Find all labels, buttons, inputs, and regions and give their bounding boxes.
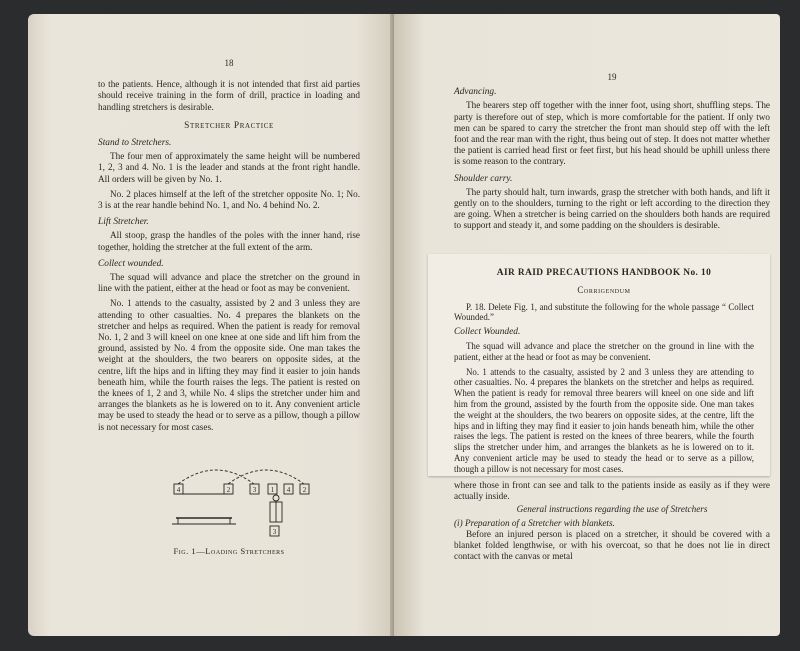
heading-advancing: Advancing.: [454, 87, 497, 98]
figure-caption: Fig. 1—Loading Stretchers: [173, 546, 285, 556]
bearer-label: 4: [176, 486, 181, 494]
corrigendum-paragraph-no1: No. 1 attends to the casualty, assisted by 2 and 3 unless they are attending to other casualties. No. 4 prepares the blankets on the stretcher and helps as required. When the patient is ready for removal three bearers will kneel on one side and lift him from the ground, assisted by the fourth from the opposite side. One man takes the weight at the shoulders, the two bearers on opposite sides, at the centre, lift the hips and in lifting they may find it easier to join hands beneath him, while the other raises the legs. The patient is rested on the knees of three bearers, while the fourth slips the stretcher under him, and arranges the blankets as he is lowered on to it. Any convenient article may be used to steady the head or to serve as a pillow, though a pillow is not necessary for most cases.: [454, 366, 754, 474]
right-page-lower-text: [454, 480, 770, 562]
heading-collect: Collect wounded.: [98, 258, 164, 269]
page-number-right: 19: [607, 72, 617, 82]
page-number-left: 18: [224, 58, 234, 68]
paragraph-stand: The four men of approximately the same height will be numbered 1, 2, 3 and 4. No. 1 is the leader and stands at the front right handle. All orders will be given by No. 1.: [98, 151, 360, 184]
paragraph-no1: No. 1 attends to the casualty, assisted by 2 and 3 unless they are attending to other casualties. No. 4 prepares the blankets on the stretcher and helps as required. When the patient is ready for removal No. 1, 2 and 3 will kneel on one knee at one side and lift him from the ground, assisted by No. 4 from the opposite side. One man takes the weight at the shoulders, the two bearers on opposite sides, at the centre, lift the hips and in lifting they may find it easier to join hands beneath him, while the fourth raises the legs. The patient is rested on the knees of 1, 2 and 3, while No. 4 slips the stretcher under him and arranges the blankets as he is lowered on to it. Any convenient article may be used to steady the head or to serve as a pillow, though a pillow is not necessary for most cases.: [98, 298, 360, 432]
heading-lift: Lift Stretcher.: [98, 217, 149, 228]
paragraph-advancing: The bearers step off together with the inner foot, using short, shuffling steps. The party is therefore out of step, which is more comfortable for the patient. If only two men can be spared to carry the stretcher the front man should step off with the left foot and the rear man with the right, thus being out of step. It does not matter whether the patient is carried head first or feet first, but his head should be uphill unless there is some reason to the contrary.: [454, 100, 770, 167]
intro-paragraph: to the patients. Hence, although it is not intended that first aid parties should receive training in the form of drill, practice in loading and handling stretchers is desirable.: [98, 79, 360, 112]
bearer-label: 1: [270, 486, 275, 494]
paragraph-preparation: Before an injured person is placed on a stretcher, it should be covered with a blanket folded lengthwise, or with his overcoat, so that he does not lie in direct contact with the canvas or metal: [454, 528, 770, 562]
paragraph-no2: No. 2 places himself at the left of the stretcher opposite No. 1; No. 3 is at the rear handle behind No. 1, and No. 4 behind No. 2.: [98, 188, 360, 211]
corrigendum-slip: [428, 254, 770, 476]
paragraph-lift: All stoop, grasp the handles of the poles with the inner hand, rise together, holding the stretcher at the full extent of the arm.: [98, 230, 360, 252]
corrigendum-title: AIR RAID PRECAUTIONS HANDBOOK No. 10: [496, 268, 712, 278]
corrigendum-paragraph-collect: The squad will advance and place the stretcher on the ground in line with the patient, either at the head or foot as may be convenient.: [454, 340, 754, 362]
bearer-label: 2: [226, 486, 231, 494]
paragraph-continued: where those in front can see and talk to the patients inside as easily as if they were actually inside.: [454, 480, 770, 502]
bearer-label: 2: [302, 486, 307, 494]
bearer-label: 3: [272, 528, 277, 536]
loading-stretchers-figure: [146, 462, 316, 552]
paragraph-shoulder: The party should halt, turn inwards, grasp the stretcher with both hands, and lift it gently on to the shoulders, turning to the right or left according to the direction they are going. When a stretcher is being carried on the shoulders both hands are required to support and steady it, and some padding on the shoulders is desirable.: [454, 186, 770, 231]
general-instructions-heading: General instructions regarding the use of Stretchers: [516, 504, 708, 515]
corrigendum-heading-collect: Collect Wounded.: [454, 327, 521, 338]
corrigendum-subtitle: Corrigendum: [577, 284, 631, 295]
paragraph-collect: The squad will advance and place the stretcher on the ground in line with the patient, either at the head or foot as may be convenient.: [98, 272, 360, 294]
heading-stand: Stand to Stretchers.: [98, 138, 172, 149]
preparation-heading: (i) Preparation of a Stretcher with blankets.: [454, 517, 615, 528]
corrigendum-instruction: P. 18. Delete Fig. 1, and substitute the following for the whole passage “ Collect Wounded.”: [454, 301, 754, 323]
right-page-text: [454, 72, 770, 236]
left-page-text: [98, 58, 360, 437]
heading-shoulder: Shoulder carry.: [454, 173, 513, 184]
section-title: Stretcher Practice: [184, 120, 274, 131]
open-book: [28, 14, 780, 636]
bearer-label: 4: [286, 486, 291, 494]
bearer-label: 3: [252, 486, 257, 494]
left-page: [28, 14, 400, 636]
